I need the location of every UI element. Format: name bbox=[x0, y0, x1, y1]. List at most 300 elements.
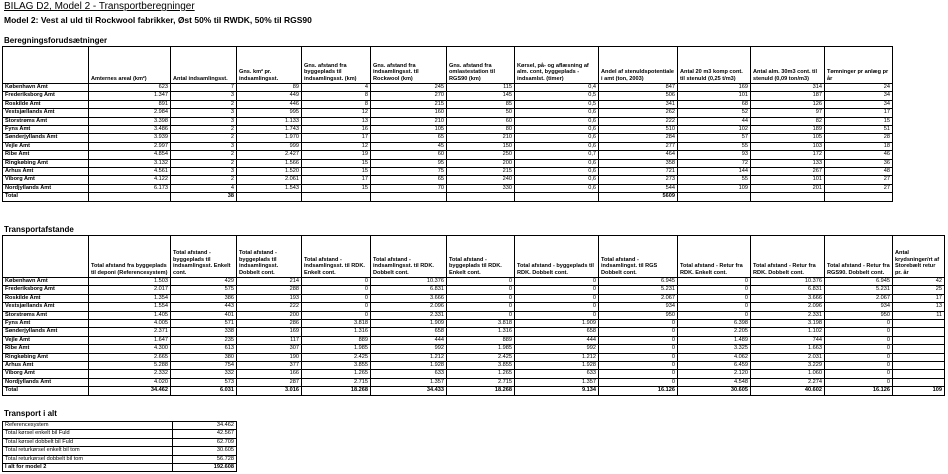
table-cell: 3.666 bbox=[371, 294, 447, 302]
table-cell: 6.945 bbox=[825, 278, 893, 286]
table-cell: 101 bbox=[751, 176, 825, 184]
table-row bbox=[3, 328, 945, 336]
column-header: Total afstand fra byggeplads til deponi (Referencesystem) bbox=[89, 236, 171, 278]
table-cell: 273 bbox=[599, 176, 678, 184]
table-cell: 3.666 bbox=[751, 294, 825, 302]
table-cell: 992 bbox=[515, 345, 599, 353]
table-cell: 3.818 bbox=[302, 320, 371, 328]
section-title-beregning: Beregningsforudsætninger bbox=[4, 36, 108, 45]
table-cell: 166 bbox=[237, 370, 302, 378]
table-cell: 0 bbox=[825, 320, 893, 328]
table-cell: 6.945 bbox=[599, 278, 678, 286]
table-cell: 187 bbox=[751, 92, 825, 100]
table-cell: 0,6 bbox=[515, 176, 599, 184]
table-cell: 0,6 bbox=[515, 117, 599, 125]
table-row bbox=[3, 294, 945, 302]
table-cell: 2.331 bbox=[751, 311, 825, 319]
table-cell: 133 bbox=[751, 159, 825, 167]
table-cell: 1.743 bbox=[237, 126, 302, 134]
table-cell: 117 bbox=[237, 336, 302, 344]
table-cell: 3.398 bbox=[89, 117, 171, 125]
table-cell: 1.520 bbox=[237, 168, 302, 176]
table-cell: 65 bbox=[371, 176, 447, 184]
table-cell bbox=[893, 320, 945, 328]
table-row bbox=[3, 345, 945, 353]
table-cell: 0 bbox=[515, 303, 599, 311]
table-cell: 10.376 bbox=[371, 278, 447, 286]
table-cell: 1.405 bbox=[89, 311, 171, 319]
table-cell: 5.231 bbox=[599, 286, 678, 294]
table-cell: 0 bbox=[825, 353, 893, 361]
table-cell: 262 bbox=[599, 109, 678, 117]
table-cell: 3.855 bbox=[302, 362, 371, 370]
table-cell: 2.715 bbox=[302, 378, 371, 386]
row-label: Vejle Amt bbox=[3, 142, 89, 150]
column-header: Gns. afstand fra omlastestation til RGS90 (km) bbox=[447, 47, 515, 84]
table-cell: 0 bbox=[302, 294, 371, 302]
table-cell: 52 bbox=[678, 109, 751, 117]
transportafstande-table bbox=[2, 235, 945, 396]
column-header: Tømninger pr anlæg pr år bbox=[825, 47, 893, 84]
table-cell: 214 bbox=[237, 278, 302, 286]
table-cell: 65 bbox=[371, 134, 447, 142]
table-cell: 6.173 bbox=[89, 184, 171, 192]
table-cell: 1.212 bbox=[515, 353, 599, 361]
table-cell: 1.489 bbox=[678, 336, 751, 344]
row-label: København Amt bbox=[3, 84, 89, 92]
table-cell: 0 bbox=[678, 311, 751, 319]
table-cell: 3.016 bbox=[237, 387, 302, 395]
table-cell: 1.212 bbox=[371, 353, 447, 361]
table-cell: 2 bbox=[171, 151, 237, 159]
row-label: Ribe Amt bbox=[3, 151, 89, 159]
table-row bbox=[3, 159, 893, 167]
row-label: Nordjyllands Amt bbox=[3, 184, 89, 192]
row-label: Fyns Amt bbox=[3, 320, 89, 328]
table-cell: 3.939 bbox=[89, 134, 171, 142]
table-cell: 55 bbox=[678, 176, 751, 184]
table-cell: 2.205 bbox=[678, 328, 751, 336]
table-cell: 0 bbox=[599, 336, 678, 344]
column-header: Antal indsamlingsst. bbox=[171, 47, 237, 84]
table-cell bbox=[893, 362, 945, 370]
table-row bbox=[3, 455, 237, 463]
table-cell: 5609 bbox=[599, 193, 678, 201]
table-cell bbox=[447, 193, 515, 201]
table-cell: 4 bbox=[171, 184, 237, 192]
table-cell: 4.020 bbox=[89, 378, 171, 386]
table-cell: 338 bbox=[171, 328, 237, 336]
table-cell: 2.984 bbox=[89, 109, 171, 117]
table-cell: 109 bbox=[678, 184, 751, 192]
table-cell: 169 bbox=[237, 328, 302, 336]
table-cell: 1.265 bbox=[302, 370, 371, 378]
table-cell: 56.728 bbox=[173, 455, 237, 463]
row-label: Sønderjyllands Amt bbox=[3, 328, 89, 336]
column-header: Amternes areal (km²) bbox=[89, 47, 171, 84]
table-cell: 17 bbox=[893, 294, 945, 302]
row-label: Frederiksborg Amt bbox=[3, 286, 89, 294]
table-cell: 2 bbox=[171, 134, 237, 142]
table-row bbox=[3, 286, 945, 294]
table-cell: 633 bbox=[515, 370, 599, 378]
row-label: Vejle Amt bbox=[3, 336, 89, 344]
table-cell: 12 bbox=[302, 109, 371, 117]
table-cell: 95 bbox=[371, 159, 447, 167]
table-cell: 0 bbox=[447, 303, 515, 311]
table-cell: 0 bbox=[515, 294, 599, 302]
table-cell: 0 bbox=[825, 370, 893, 378]
column-header: Total afstand - indsamlingsst. til RDK. Enkelt cont. bbox=[302, 236, 371, 278]
table-cell: 24 bbox=[825, 84, 893, 92]
table-row bbox=[3, 168, 893, 176]
table-row bbox=[3, 336, 945, 344]
table-cell: 10.376 bbox=[751, 278, 825, 286]
table-cell: 0,6 bbox=[515, 142, 599, 150]
table-cell: 4.005 bbox=[89, 320, 171, 328]
table-cell: 4.122 bbox=[89, 176, 171, 184]
table-cell: 1.909 bbox=[371, 320, 447, 328]
row-label: Sønderjyllands Amt bbox=[3, 134, 89, 142]
table-cell: 6.398 bbox=[678, 320, 751, 328]
table-row bbox=[3, 311, 945, 319]
table-cell: 192.608 bbox=[173, 464, 237, 472]
table-cell: 1.316 bbox=[302, 328, 371, 336]
table-cell: 0 bbox=[599, 362, 678, 370]
table-cell: 102 bbox=[678, 126, 751, 134]
table-cell: 3.486 bbox=[89, 126, 171, 134]
table-cell: 150 bbox=[447, 142, 515, 150]
table-cell: 5.231 bbox=[825, 286, 893, 294]
table-row bbox=[3, 184, 893, 192]
table-cell: 571 bbox=[171, 320, 237, 328]
table-cell: 2 bbox=[171, 176, 237, 184]
table-cell: 4.854 bbox=[89, 151, 171, 159]
row-label: Århus Amt bbox=[3, 362, 89, 370]
table-row bbox=[3, 117, 893, 125]
table-cell bbox=[89, 193, 171, 201]
section-title-transportafstande: Transportafstande bbox=[4, 225, 74, 234]
table-cell bbox=[825, 193, 893, 201]
table-cell: 0 bbox=[678, 286, 751, 294]
table-cell bbox=[302, 193, 371, 201]
table-cell: 0 bbox=[302, 278, 371, 286]
table-cell: 144 bbox=[678, 168, 751, 176]
table-cell: 222 bbox=[599, 117, 678, 125]
beregningsforudsaetninger-table bbox=[2, 46, 893, 202]
table-cell: 245 bbox=[371, 84, 447, 92]
table-cell: 17 bbox=[302, 134, 371, 142]
table-cell: 3 bbox=[171, 168, 237, 176]
table-cell: 386 bbox=[171, 294, 237, 302]
table-row bbox=[3, 142, 893, 150]
column-header: Total afstand - byggeplads til RDK. Enkelt cont. bbox=[447, 236, 515, 278]
table-cell: 1.663 bbox=[751, 345, 825, 353]
table-cell: 2 bbox=[171, 100, 237, 108]
table-cell: 429 bbox=[171, 278, 237, 286]
row-label: Vestsjællands Amt bbox=[3, 109, 89, 117]
column-header: Antal 20 m3 komp cont. til stenuld (0,25 t/m3) bbox=[678, 47, 751, 84]
table-cell: 889 bbox=[302, 336, 371, 344]
table-cell: 2.017 bbox=[89, 286, 171, 294]
table-cell: 115 bbox=[447, 84, 515, 92]
table-cell: 16.126 bbox=[599, 387, 678, 395]
table-cell: 4.062 bbox=[678, 353, 751, 361]
table-cell: 0 bbox=[599, 378, 678, 386]
table-cell: 332 bbox=[171, 370, 237, 378]
table-row bbox=[3, 303, 945, 311]
table-cell: 1.647 bbox=[89, 336, 171, 344]
table-cell: 3.325 bbox=[678, 345, 751, 353]
table-cell: 2.425 bbox=[302, 353, 371, 361]
table-cell: 658 bbox=[371, 328, 447, 336]
table-cell: 754 bbox=[171, 362, 237, 370]
table-cell: 1.543 bbox=[237, 184, 302, 192]
table-cell: 0 bbox=[447, 278, 515, 286]
table-cell: 307 bbox=[237, 345, 302, 353]
table-cell: 4 bbox=[302, 84, 371, 92]
table-cell: 0 bbox=[678, 303, 751, 311]
table-cell: 2 bbox=[171, 159, 237, 167]
table-cell: 0 bbox=[302, 303, 371, 311]
table-cell: 934 bbox=[599, 303, 678, 311]
table-cell: 8 bbox=[302, 92, 371, 100]
table-row bbox=[3, 126, 893, 134]
column-header: Gns. km² pr. indsamlingsst. bbox=[237, 47, 302, 84]
table-cell: 2.715 bbox=[447, 378, 515, 386]
table-cell: 267 bbox=[751, 168, 825, 176]
table-cell: 44 bbox=[678, 117, 751, 125]
table-cell bbox=[893, 370, 945, 378]
table-cell: 215 bbox=[371, 100, 447, 108]
table-cell: 1.928 bbox=[371, 362, 447, 370]
transport-i-alt-table bbox=[2, 421, 237, 472]
table-cell: 934 bbox=[825, 303, 893, 311]
table-cell: 1.347 bbox=[89, 92, 171, 100]
table-cell bbox=[893, 345, 945, 353]
table-cell: 240 bbox=[447, 176, 515, 184]
table-cell: 9.134 bbox=[515, 387, 599, 395]
column-header bbox=[3, 47, 89, 84]
table-cell: 284 bbox=[599, 134, 678, 142]
table-row bbox=[3, 362, 945, 370]
table-cell: 34 bbox=[825, 100, 893, 108]
table-cell: 1.909 bbox=[515, 320, 599, 328]
table-cell: 160 bbox=[371, 109, 447, 117]
table-row bbox=[3, 151, 893, 159]
table-cell: 3.818 bbox=[447, 320, 515, 328]
row-label: Total bbox=[3, 193, 89, 201]
table-cell: 3.855 bbox=[447, 362, 515, 370]
table-cell: 30.605 bbox=[173, 447, 237, 455]
table-cell: 13 bbox=[893, 303, 945, 311]
table-cell: 1.554 bbox=[89, 303, 171, 311]
table-cell: 85 bbox=[447, 100, 515, 108]
row-label: Storstrøms Amt bbox=[3, 117, 89, 125]
section-title-transport-i-alt: Transport i alt bbox=[4, 409, 57, 418]
column-header: Kørsel, på- og aflæsning af alm. cont, byggeplads - indsamlst. (timer) bbox=[515, 47, 599, 84]
table-cell: 314 bbox=[751, 84, 825, 92]
page-title: BILAG D2, Model 2 - Transportberegninger bbox=[4, 1, 195, 12]
table-cell: 200 bbox=[237, 311, 302, 319]
table-cell: 70 bbox=[371, 184, 447, 192]
total-row bbox=[3, 387, 945, 395]
table-cell: 1.503 bbox=[89, 278, 171, 286]
table-cell: 1.970 bbox=[237, 134, 302, 142]
table-cell: 19 bbox=[302, 151, 371, 159]
column-header: Total afstand - Retur fra RDK. Dobbelt cont. bbox=[751, 236, 825, 278]
table-cell: 0 bbox=[599, 328, 678, 336]
table-cell: 34.462 bbox=[89, 387, 171, 395]
row-label: Roskilde Amt bbox=[3, 294, 89, 302]
table-cell: 2.120 bbox=[678, 370, 751, 378]
table-cell: 18.268 bbox=[447, 387, 515, 395]
table-cell: 510 bbox=[599, 126, 678, 134]
table-cell: 82 bbox=[751, 117, 825, 125]
table-cell: 2.997 bbox=[89, 142, 171, 150]
table-cell: 633 bbox=[371, 370, 447, 378]
table-row bbox=[3, 320, 945, 328]
table-cell: 1.357 bbox=[371, 378, 447, 386]
table-cell: 0 bbox=[678, 278, 751, 286]
table-cell: 377 bbox=[237, 362, 302, 370]
table-cell: 2.371 bbox=[89, 328, 171, 336]
table-cell: 0,5 bbox=[515, 92, 599, 100]
table-cell bbox=[371, 193, 447, 201]
table-cell: 444 bbox=[515, 336, 599, 344]
table-cell: 89 bbox=[237, 84, 302, 92]
table-cell: 1.985 bbox=[447, 345, 515, 353]
table-cell: 0 bbox=[515, 278, 599, 286]
table-row bbox=[3, 378, 945, 386]
row-label: Storstrøms Amt bbox=[3, 311, 89, 319]
table-cell: 93 bbox=[678, 151, 751, 159]
table-row bbox=[3, 109, 893, 117]
table-cell: 4.548 bbox=[678, 378, 751, 386]
table-cell: 0 bbox=[447, 294, 515, 302]
table-cell: 0 bbox=[447, 286, 515, 294]
total-row bbox=[3, 193, 893, 201]
table-cell: 446 bbox=[237, 100, 302, 108]
table-cell: 992 bbox=[371, 345, 447, 353]
table-cell: 7 bbox=[171, 84, 237, 92]
table-cell: 277 bbox=[599, 142, 678, 150]
table-cell: 75 bbox=[371, 168, 447, 176]
table-cell: 2.067 bbox=[825, 294, 893, 302]
table-cell: 15 bbox=[302, 159, 371, 167]
table-cell: 0 bbox=[447, 311, 515, 319]
row-label: Roskilde Amt bbox=[3, 100, 89, 108]
table-cell: 45 bbox=[371, 142, 447, 150]
table-cell: 13 bbox=[302, 117, 371, 125]
table-cell: 573 bbox=[171, 378, 237, 386]
table-cell: 0,7 bbox=[515, 151, 599, 159]
table-cell: 2.331 bbox=[371, 311, 447, 319]
table-cell: 3 bbox=[171, 92, 237, 100]
table-row bbox=[3, 430, 237, 438]
table-row bbox=[3, 92, 893, 100]
table-cell: 449 bbox=[237, 92, 302, 100]
table-cell: 28 bbox=[825, 134, 893, 142]
table-cell: 201 bbox=[751, 184, 825, 192]
table-cell bbox=[893, 336, 945, 344]
table-cell: 200 bbox=[447, 159, 515, 167]
table-cell: 0 bbox=[599, 345, 678, 353]
table-cell: 27 bbox=[825, 184, 893, 192]
table-cell: 34.462 bbox=[173, 422, 237, 430]
table-cell: 4.300 bbox=[89, 345, 171, 353]
table-cell: 950 bbox=[825, 311, 893, 319]
row-label: Vestsjællands Amt bbox=[3, 303, 89, 311]
table-cell: 0 bbox=[302, 286, 371, 294]
column-header: Total afstand - indsamlingst. til RGS Dobbelt cont. bbox=[599, 236, 678, 278]
table-row bbox=[3, 100, 893, 108]
table-cell: 623 bbox=[89, 84, 171, 92]
table-cell: 0 bbox=[825, 328, 893, 336]
table-row bbox=[3, 422, 237, 430]
table-cell: 60 bbox=[447, 117, 515, 125]
table-cell: 235 bbox=[171, 336, 237, 344]
table-cell: 721 bbox=[599, 168, 678, 176]
table-cell: 34 bbox=[825, 92, 893, 100]
table-cell: 1.928 bbox=[515, 362, 599, 370]
table-cell: 169 bbox=[678, 84, 751, 92]
table-cell: 0 bbox=[825, 336, 893, 344]
table-cell: 0 bbox=[599, 353, 678, 361]
table-cell: 341 bbox=[599, 100, 678, 108]
row-label: Ringkøbing Amt bbox=[3, 159, 89, 167]
table-cell: 6.831 bbox=[371, 286, 447, 294]
table-cell: 1.133 bbox=[237, 117, 302, 125]
table-row bbox=[3, 438, 237, 446]
table-cell bbox=[515, 193, 599, 201]
table-cell bbox=[237, 193, 302, 201]
table-cell: 0 bbox=[515, 311, 599, 319]
table-cell: 189 bbox=[751, 126, 825, 134]
table-cell: 0 bbox=[678, 294, 751, 302]
table-cell: 103 bbox=[751, 142, 825, 150]
table-cell: 950 bbox=[599, 311, 678, 319]
table-cell: 330 bbox=[447, 184, 515, 192]
row-label: Århus Amt bbox=[3, 168, 89, 176]
table-cell: 2.067 bbox=[599, 294, 678, 302]
table-cell: 1.265 bbox=[447, 370, 515, 378]
table-cell: 105 bbox=[371, 126, 447, 134]
table-cell: 891 bbox=[89, 100, 171, 108]
table-cell: 46 bbox=[825, 151, 893, 159]
column-header: Total afstand - indsamlingsst. til RDK. Dobbelt cont. bbox=[371, 236, 447, 278]
table-cell: 3 bbox=[171, 117, 237, 125]
column-header: Antal alm. 30m3 cont. til stenuld (0,09 ton/m3) bbox=[751, 47, 825, 84]
table-cell: 2.096 bbox=[751, 303, 825, 311]
table-cell: 2.425 bbox=[447, 353, 515, 361]
table-cell: 5.288 bbox=[89, 362, 171, 370]
model-subtitle: Model 2: Vest al uld til Rockwool fabrikker, Øst 50% til RWDK, 50% til RGS90 bbox=[4, 15, 312, 25]
table-cell: 0 bbox=[599, 370, 678, 378]
row-label: Viborg Amt bbox=[3, 370, 89, 378]
row-label: Frederiksborg Amt bbox=[3, 92, 89, 100]
table-cell: 48 bbox=[825, 168, 893, 176]
table-cell: 80 bbox=[447, 126, 515, 134]
table-cell: 2.031 bbox=[751, 353, 825, 361]
table-cell: 16.126 bbox=[825, 387, 893, 395]
table-row bbox=[3, 176, 893, 184]
table-row bbox=[3, 84, 893, 92]
table-row bbox=[3, 447, 237, 455]
table-cell: 4.561 bbox=[89, 168, 171, 176]
table-cell: 11 bbox=[893, 311, 945, 319]
row-label: I alt for model 2 bbox=[3, 464, 173, 472]
